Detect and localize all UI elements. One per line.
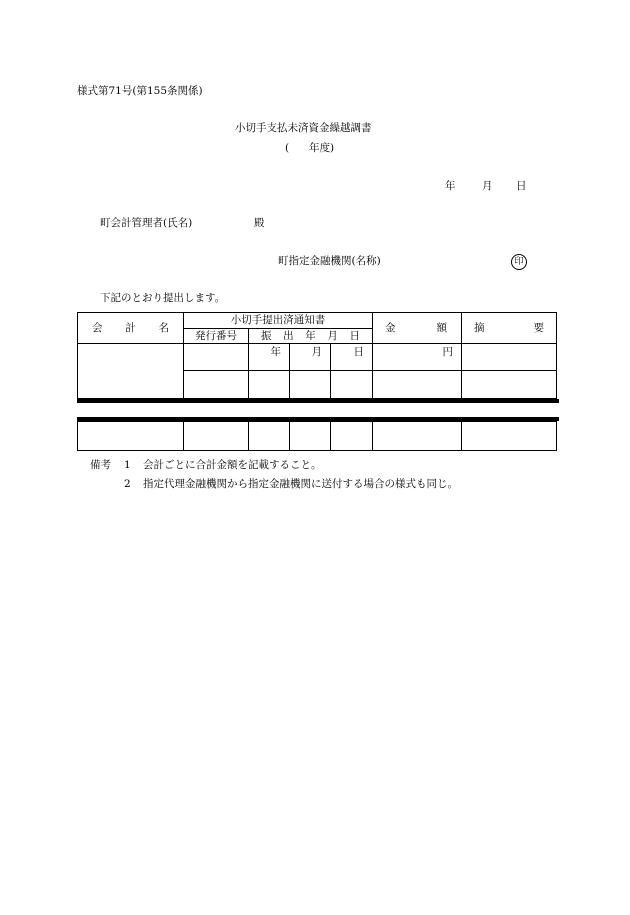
year-cell [249, 371, 290, 399]
note-number: 1 [124, 459, 131, 471]
total-month-cell [290, 422, 331, 451]
document-title: 小切手支払未済資金繰越調書 [235, 122, 372, 134]
form-number: 様式第71号(第155条関係) [77, 85, 203, 97]
summary-cell [462, 344, 557, 371]
fiscal-year-open-paren: ( [285, 142, 290, 154]
date-month-label: 月 [482, 180, 493, 192]
transfer-date-header: 振 出 年 月 日 [249, 329, 373, 344]
issue-number-header: 発行番号 [184, 329, 249, 344]
note-text: 会計ごとに合計金額を記載すること。 [143, 459, 322, 471]
date-year-label: 年 [445, 180, 456, 192]
section-divider-top [77, 399, 559, 403]
date-day-label: 日 [516, 180, 527, 192]
carryover-table [77, 312, 557, 399]
institution-label: 町指定金融機関(名称) [278, 255, 381, 267]
yen-unit-cell: 円 [373, 344, 462, 371]
fiscal-year-label: 年度) [309, 142, 335, 154]
account-name-header: 会 計 名 [78, 313, 184, 344]
total-issue-number-cell [184, 422, 249, 451]
total-row-table [77, 421, 557, 451]
issue-number-cell [184, 371, 249, 399]
notice-header: 小切手提出済通知書 [184, 313, 373, 329]
honorific: 殿 [254, 217, 265, 229]
month-unit-cell: 月 [290, 344, 331, 371]
total-account-cell [78, 422, 184, 451]
total-summary-cell [462, 422, 557, 451]
summary-cell [462, 371, 557, 399]
addressee-label: 町会計管理者(氏名) [100, 217, 193, 229]
day-unit-cell: 日 [331, 344, 373, 371]
month-cell [290, 371, 331, 399]
amount-header: 金 額 [373, 313, 462, 344]
issue-number-cell [184, 344, 249, 371]
notes-label: 備考 [90, 459, 111, 471]
summary-header: 摘 要 [462, 313, 557, 344]
note-number: 2 [124, 478, 131, 490]
total-day-cell [331, 422, 373, 451]
total-year-cell [249, 422, 290, 451]
total-amount-cell [373, 422, 462, 451]
intro-text: 下記のとおり提出します。 [100, 292, 226, 304]
account-name-cell [78, 344, 184, 399]
seal-icon: 印 [511, 254, 527, 270]
amount-cell [373, 371, 462, 399]
day-cell [331, 371, 373, 399]
note-text: 指定代理金融機関から指定金融機関に送付する場合の様式も同じ。 [143, 478, 458, 490]
year-unit-cell: 年 [249, 344, 290, 371]
